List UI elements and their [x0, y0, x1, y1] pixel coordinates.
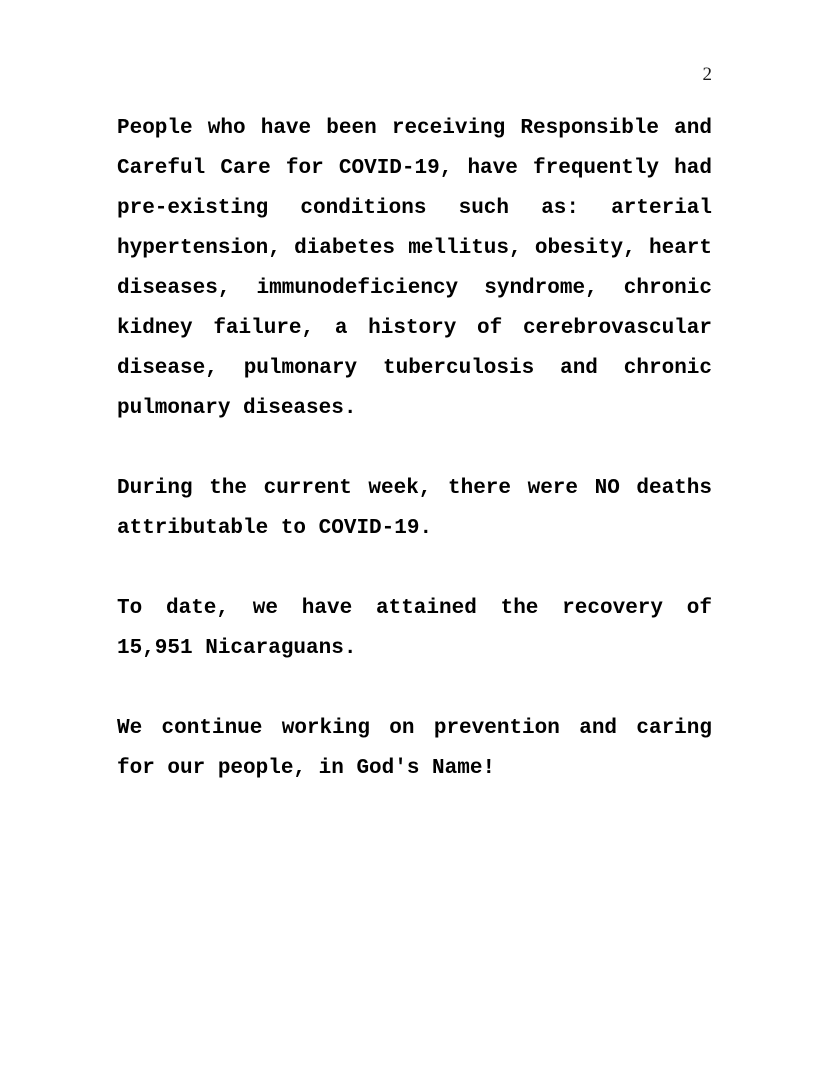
paragraph-no-deaths: During the current week, there were NO deaths attributable to COVID-19. [117, 477, 712, 540]
document-body [117, 109, 712, 789]
paragraph-preexisting-conditions: People who have been receiving Responsible and Careful Care for COVID-19, have frequently had pre-existing conditions such as: arterial hypertension, diabetes mellitus, obesity, heart diseases, immunodeficiency syndrome, chronic kidney failure, a history of cerebrovascular disease, pulmonary tuberculosis and chronic pulmonary diseases. [117, 117, 712, 420]
paragraph-recovery-count: To date, we have attained the recovery of 15,951 Nicaraguans. [117, 597, 712, 660]
page-number: 2 [702, 64, 712, 85]
paragraph-closing-statement: We continue working on prevention and caring for our people, in God's Name! [117, 717, 712, 780]
